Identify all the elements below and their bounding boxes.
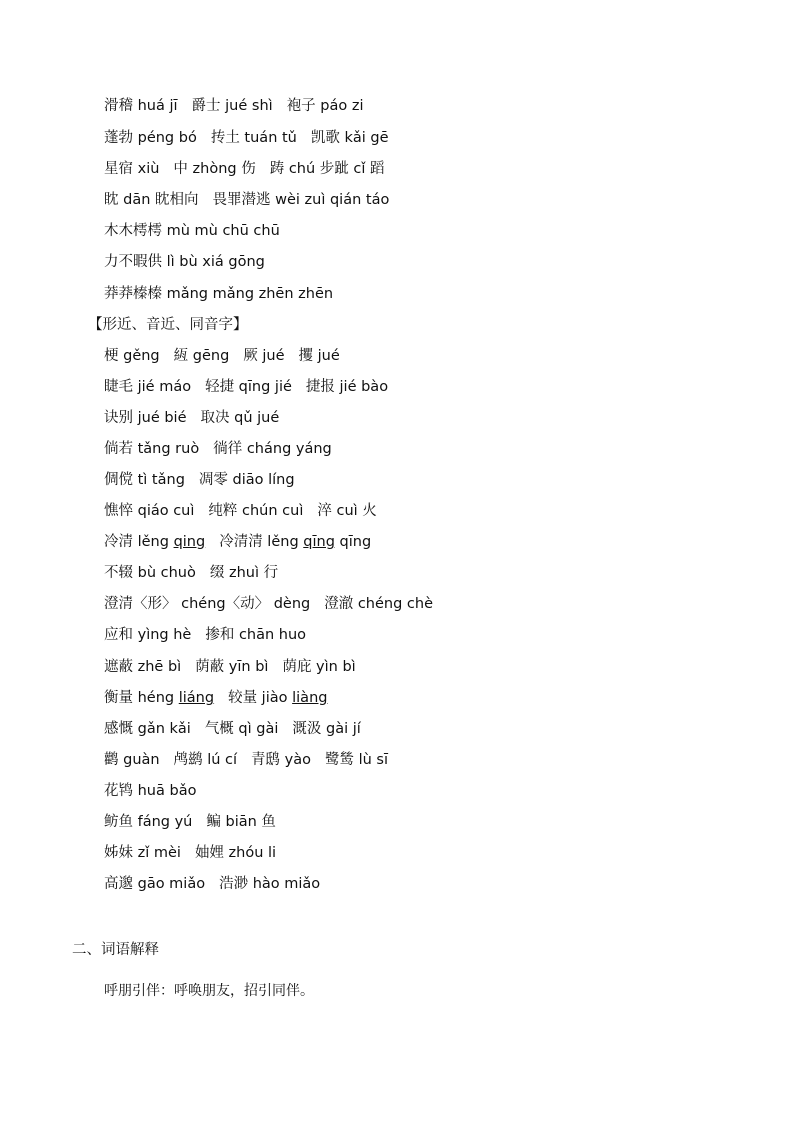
vocab-entry: 眈 dān 眈相向 [104,192,199,208]
vocab-line [104,252,265,272]
vocab-line [104,159,385,179]
vocab-line [104,439,332,459]
entry-underlined: qīng [303,534,335,550]
vocab-entry: 攫 jué [298,348,340,364]
vocab-entry: 鳊 biān 鱼 [206,814,276,830]
vocab-entry: 溉汲 gài jí [292,721,361,737]
entry-text: 冷清清 lěng [219,534,304,550]
vocab-entry: 姊妹 zǐ mèi [104,845,181,861]
vocab-entry: 应和 yìng hè [104,627,192,643]
vocab-entry: 鹭鸶 lù sī [324,752,389,768]
vocab-entry: 捷报 jié bào [305,379,389,395]
vocab-entry: 倜傥 tì tǎng [104,472,185,488]
entry-text: qīng [334,534,372,550]
entry-text: 冷清 lěng [104,534,174,550]
vocab-entry: 鲂鱼 fáng yú [104,814,193,830]
vocab-entry: 星宿 xiù [104,161,160,177]
vocab-entry: 凋零 diāo líng [198,472,295,488]
vocab-line [104,625,306,645]
vocab-entry: 滑稽 huá jī [104,98,178,114]
vocab-entry [104,534,205,550]
vocab-entry: 花鸨 huā bǎo [104,783,197,799]
vocab-entry: 木木樗樗 mù mù chū chū [104,223,280,239]
vocab-line [104,843,276,863]
vocab-entry: 轻捷 qīng jié [205,379,292,395]
vocab-entry: 澄澈 chéng chè [324,596,433,612]
vocab-line [104,688,327,708]
vocab-line [104,377,388,397]
vocab-entry: 荫庇 yìn bì [282,659,356,675]
vocab-entry: 畏罪潜逃 wèi zuì qián táo [212,192,390,208]
vocab-entry: 凯歌 kǎi gē [310,130,389,146]
entry-underlined: qing [173,534,206,550]
vocab-entry: 妯娌 zhóu li [194,845,277,861]
vocab-line [104,532,371,552]
vocab-entry: 睫毛 jié máo [104,379,192,395]
vocab-entry: 抟土 tuán tǔ [210,130,297,146]
entry-underlined: liáng [178,690,215,706]
vocab-line [104,96,364,116]
vocab-entry: 取决 qǔ jué [200,410,280,426]
vocab-entry: 高邈 gāo miǎo [104,876,206,892]
vocab-entry: 不辍 bù chuò [104,565,196,581]
vocab-line [104,781,196,801]
definition-line: 呼朋引伴：呼唤朋友，招引同伴。 [104,983,314,999]
vocab-entry: 气概 qì gài [204,721,279,737]
vocab-line [104,346,340,366]
vocab-line [104,128,389,148]
vocab-entry: 蓬勃 péng bó [104,130,197,146]
vocab-entry: 鸬鹚 lú cí [173,752,238,768]
vocab-entry: 梗 gěng [104,348,160,364]
entry-text: 衡量 héng [104,690,179,706]
vocab-line [104,719,361,739]
vocab-line [104,750,388,770]
vocab-entry: 莽莽榛榛 mǎng mǎng zhēn zhēn [104,286,334,302]
vocab-entry: 袍子 páo zi [286,98,364,114]
vocab-entry: 诀别 jué bié [104,410,187,426]
vocab-line [104,563,278,583]
vocab-entry: 纯粹 chún cuì [208,503,304,519]
vocab-line [104,501,377,521]
vocab-line [104,408,279,428]
vocab-entry: 倘若 tǎng ruò [104,441,200,457]
vocab-entry: 鹳 guàn [104,752,160,768]
entry-underlined: liàng [292,690,328,706]
vocab-entry: 絚 gēng [173,348,230,364]
vocab-entry: 掺和 chān huo [205,627,307,643]
vocab-entry: 憔悴 qiáo cuì [104,503,195,519]
vocab-entry: 厥 jué [243,348,285,364]
section-heading-similar-chars: 【形近、音近、同音字】 [88,317,248,333]
vocab-entry: 澄清〈形〉 chéng〈动〉 dèng [104,596,311,612]
vocab-entry: 踌 chú 步跐 cǐ 蹈 [269,161,385,177]
vocab-entry: 缀 zhuì 行 [209,565,279,581]
vocab-entry: 浩渺 hào miǎo [219,876,321,892]
vocab-entry: 青鸱 yào [251,752,311,768]
vocab-entry: 淬 cuì 火 [317,503,377,519]
section-title-word-explanation: 二、词语解释 [72,942,159,958]
vocab-line [104,594,433,614]
vocab-line [104,874,320,894]
vocab-line [104,284,333,304]
vocab-entry: 徜徉 cháng yáng [213,441,332,457]
vocab-entry: 力不暇供 lì bù xiá gōng [104,254,265,270]
vocab-entry [104,690,214,706]
vocab-line [104,812,276,832]
entry-text: 较量 jiào [228,690,293,706]
vocab-entry: 中 zhòng 伤 [173,161,256,177]
vocab-line [104,470,295,490]
vocab-line [104,221,280,241]
vocab-entry: 爵士 jué shì [191,98,273,114]
vocab-line [104,657,356,677]
vocab-entry: 荫蔽 yīn bì [195,659,269,675]
vocab-entry: 遮蔽 zhē bì [104,659,182,675]
vocab-entry [219,534,371,550]
vocab-entry [228,690,327,706]
vocab-entry: 感慨 gǎn kǎi [104,721,191,737]
vocab-line [104,190,389,210]
